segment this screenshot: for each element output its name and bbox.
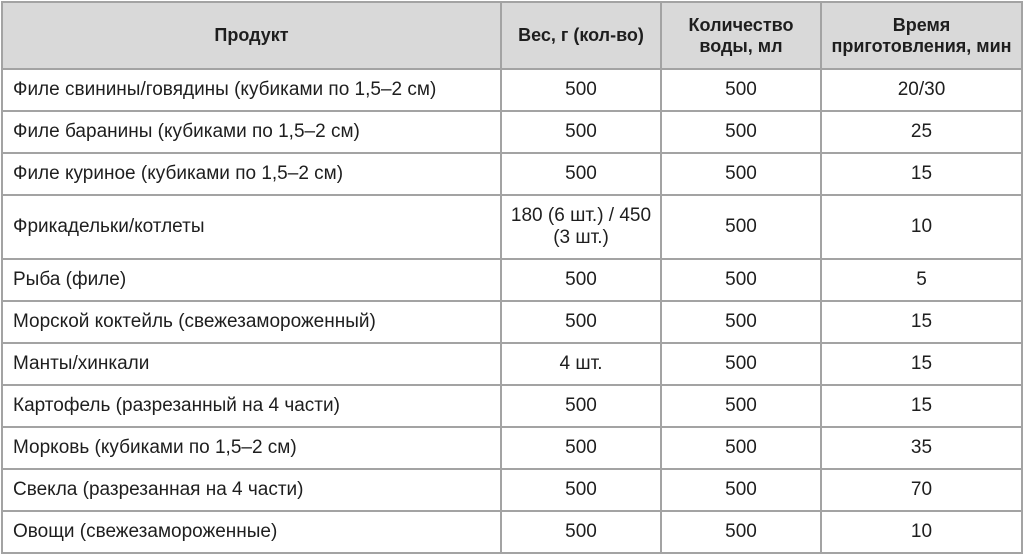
cell-time: 70 bbox=[821, 469, 1022, 511]
header-weight: Вес, г (кол-во) bbox=[501, 2, 661, 69]
cell-weight: 180 (6 шт.) / 450 (3 шт.) bbox=[501, 195, 661, 259]
table-row bbox=[2, 259, 1022, 301]
header-product: Продукт bbox=[2, 2, 501, 69]
cell-product: Морской коктейль (свежезамороженный) bbox=[2, 301, 501, 343]
cell-weight: 500 bbox=[501, 427, 661, 469]
cell-weight: 4 шт. bbox=[501, 343, 661, 385]
cell-product: Филе баранины (кубиками по 1,5–2 см) bbox=[2, 111, 501, 153]
table-row bbox=[2, 195, 1022, 259]
cell-weight: 500 bbox=[501, 111, 661, 153]
table-row bbox=[2, 511, 1022, 553]
cell-water: 500 bbox=[661, 111, 821, 153]
cell-weight: 500 bbox=[501, 469, 661, 511]
header-time: Время приготовления, мин bbox=[821, 2, 1022, 69]
table-row bbox=[2, 469, 1022, 511]
cell-product: Манты/хинкали bbox=[2, 343, 501, 385]
cell-product: Морковь (кубиками по 1,5–2 см) bbox=[2, 427, 501, 469]
cell-water: 500 bbox=[661, 511, 821, 553]
cell-weight: 500 bbox=[501, 511, 661, 553]
cell-time: 15 bbox=[821, 153, 1022, 195]
cell-water: 500 bbox=[661, 195, 821, 259]
cell-weight: 500 bbox=[501, 301, 661, 343]
cell-time: 10 bbox=[821, 195, 1022, 259]
cell-water: 500 bbox=[661, 385, 821, 427]
cell-time: 25 bbox=[821, 111, 1022, 153]
cell-water: 500 bbox=[661, 69, 821, 111]
table-row bbox=[2, 111, 1022, 153]
header-water: Количество воды, мл bbox=[661, 2, 821, 69]
cell-weight: 500 bbox=[501, 69, 661, 111]
cell-product: Свекла (разрезанная на 4 части) bbox=[2, 469, 501, 511]
cell-product: Фрикадельки/котлеты bbox=[2, 195, 501, 259]
table-row bbox=[2, 385, 1022, 427]
cell-water: 500 bbox=[661, 301, 821, 343]
cell-product: Филе свинины/говядины (кубиками по 1,5–2 см) bbox=[2, 69, 501, 111]
table-row bbox=[2, 301, 1022, 343]
cell-water: 500 bbox=[661, 153, 821, 195]
cell-water: 500 bbox=[661, 427, 821, 469]
cell-weight: 500 bbox=[501, 259, 661, 301]
cooking-table bbox=[1, 1, 1023, 554]
cell-time: 35 bbox=[821, 427, 1022, 469]
table-row bbox=[2, 69, 1022, 111]
cell-time: 20/30 bbox=[821, 69, 1022, 111]
table-row bbox=[2, 153, 1022, 195]
cell-time: 15 bbox=[821, 343, 1022, 385]
table-row bbox=[2, 427, 1022, 469]
cell-weight: 500 bbox=[501, 385, 661, 427]
cell-water: 500 bbox=[661, 343, 821, 385]
header-row bbox=[2, 2, 1022, 69]
cell-time: 15 bbox=[821, 385, 1022, 427]
cell-time: 15 bbox=[821, 301, 1022, 343]
cell-water: 500 bbox=[661, 259, 821, 301]
table-body bbox=[2, 69, 1022, 553]
cell-product: Овощи (свежезамороженные) bbox=[2, 511, 501, 553]
cell-product: Рыба (филе) bbox=[2, 259, 501, 301]
cell-product: Филе куриное (кубиками по 1,5–2 см) bbox=[2, 153, 501, 195]
cell-product: Картофель (разрезанный на 4 части) bbox=[2, 385, 501, 427]
table-row bbox=[2, 343, 1022, 385]
cell-water: 500 bbox=[661, 469, 821, 511]
cell-weight: 500 bbox=[501, 153, 661, 195]
cell-time: 5 bbox=[821, 259, 1022, 301]
table-header bbox=[2, 2, 1022, 69]
cell-time: 10 bbox=[821, 511, 1022, 553]
